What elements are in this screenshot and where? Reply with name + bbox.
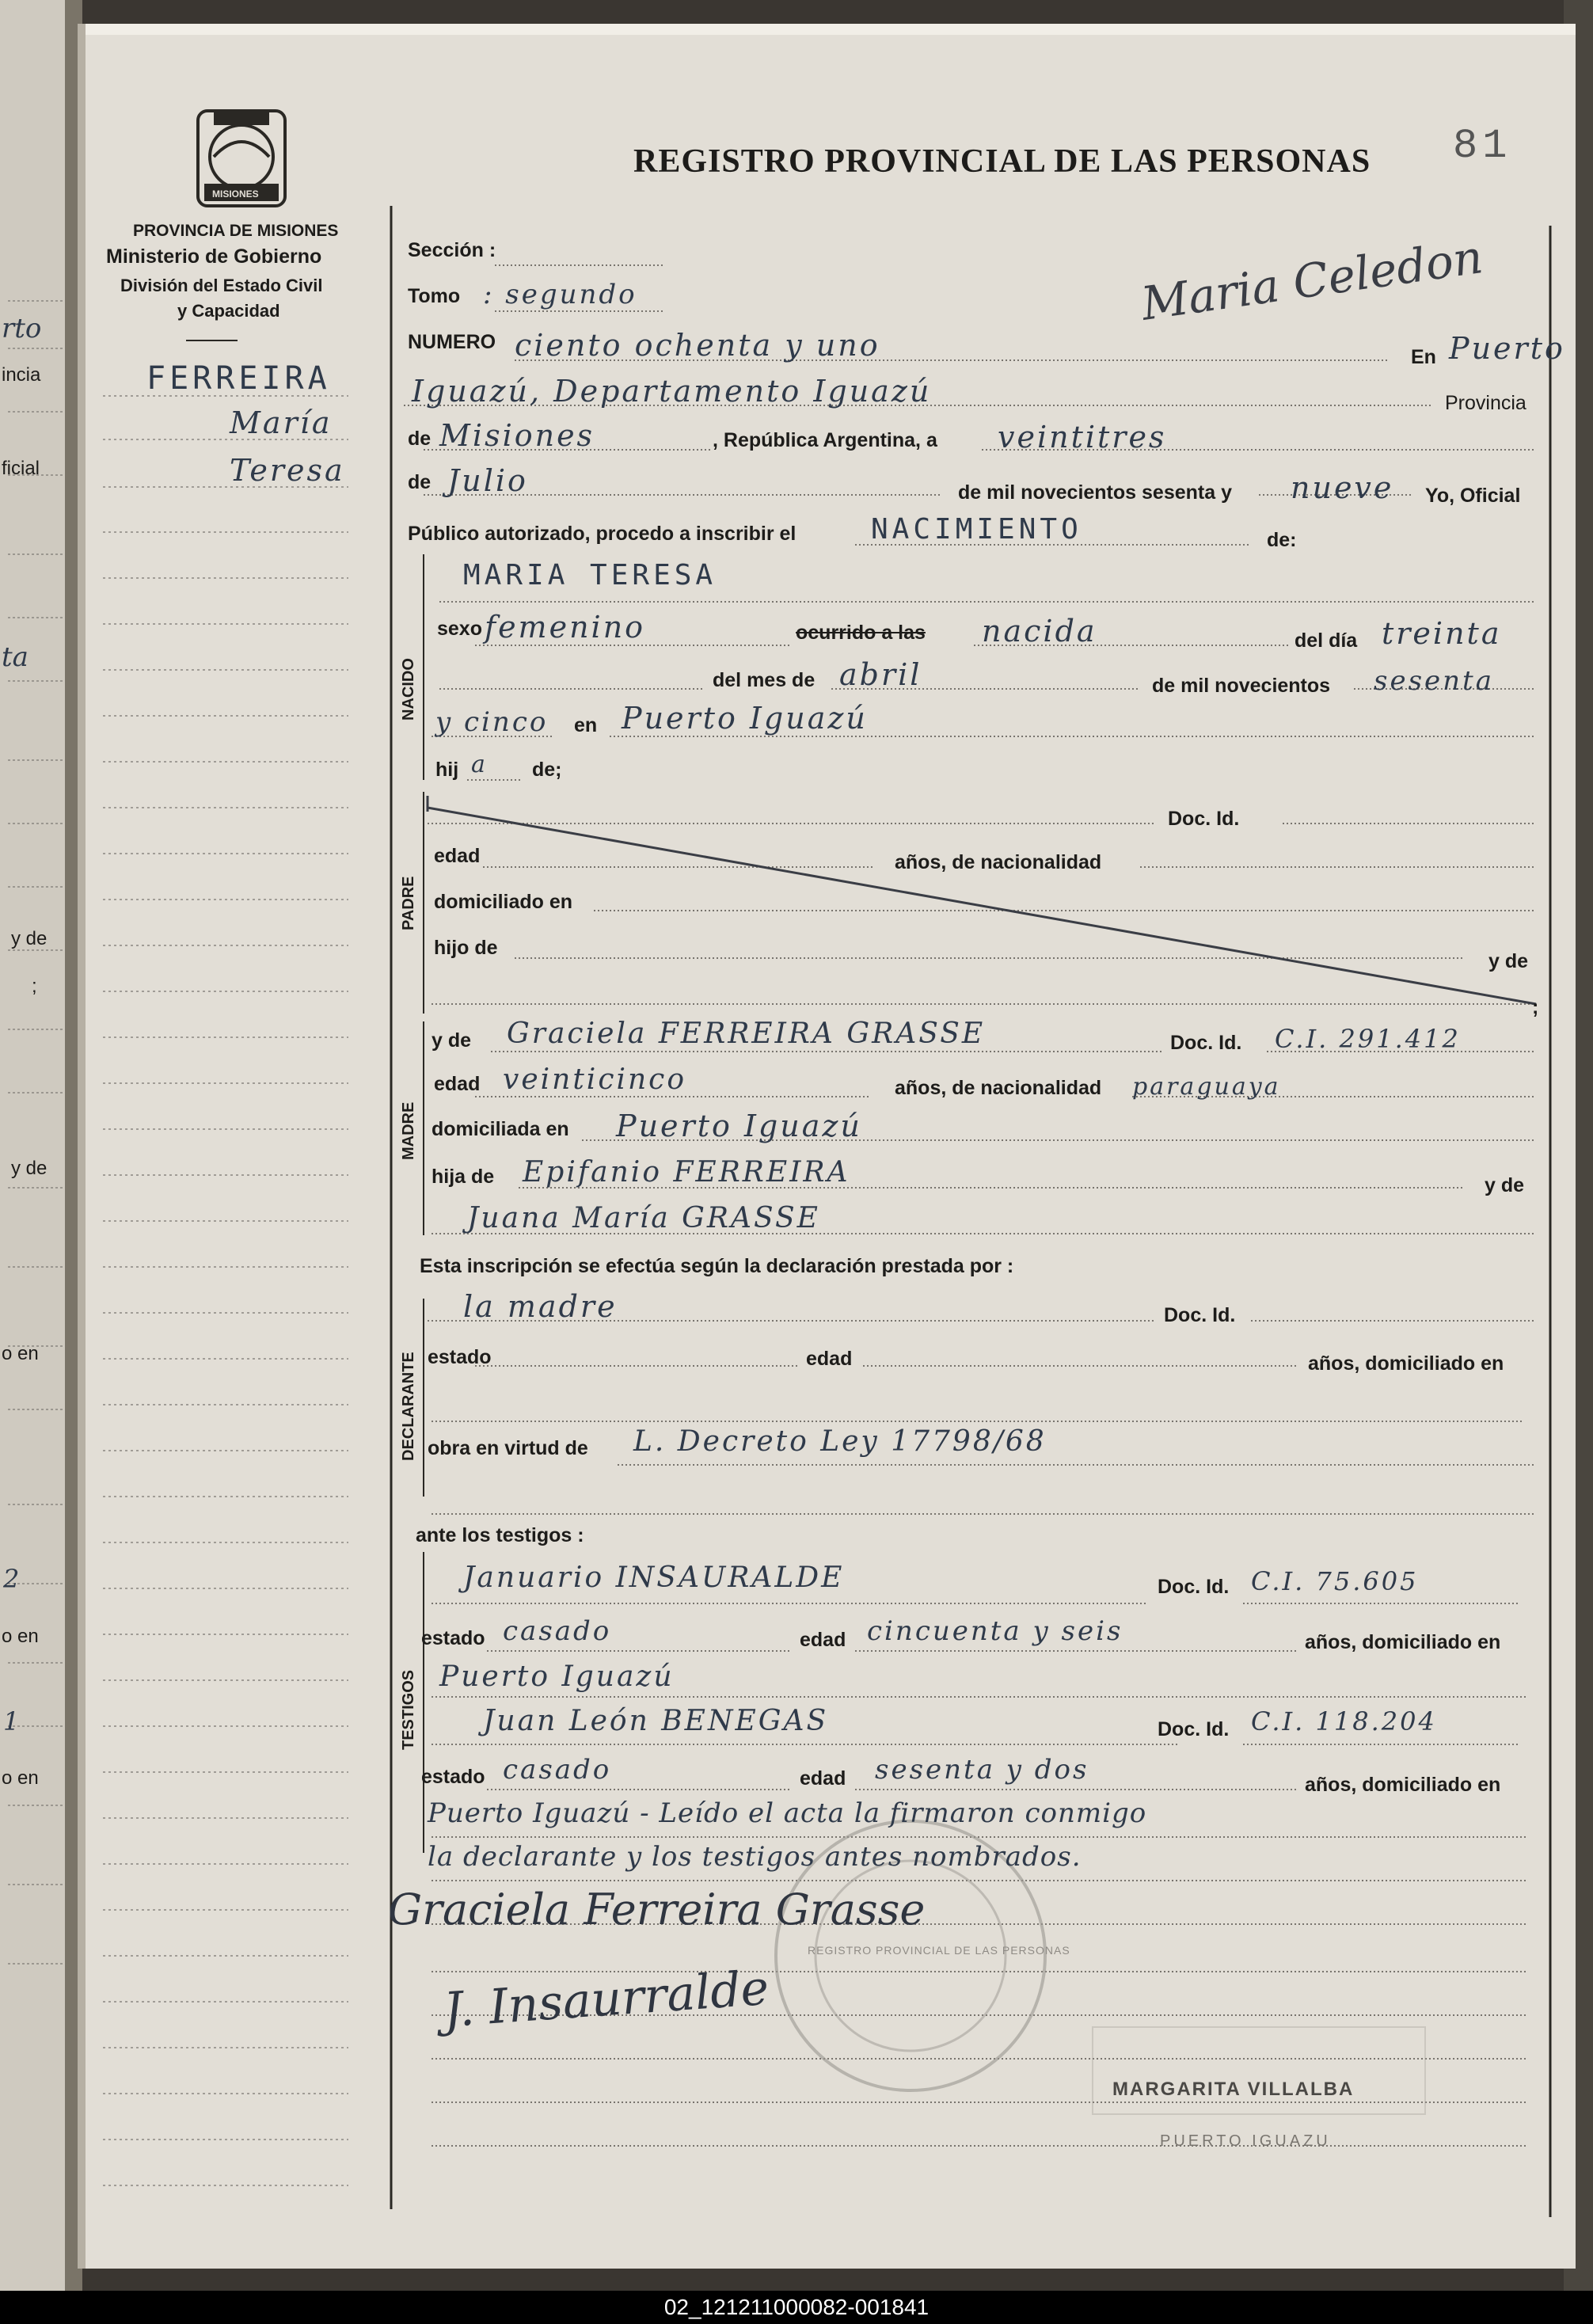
testigo-2-doc-value: C.I. 118.204 [1251, 1706, 1437, 1736]
lugar-value: Puerto Iguazú [622, 701, 868, 736]
testigo-1-edad-value: cincuenta y seis [867, 1615, 1123, 1647]
signature-insaurralde: J. Insaurralde [442, 1960, 771, 2039]
testigo-2-nombre: Juan León BENEGAS [483, 1705, 829, 1737]
declarante-section-label: DECLARANTE [400, 1352, 417, 1461]
signature-graciela: Graciela Ferreira Grasse [388, 1885, 926, 1934]
testigo-1-doc-label: Doc. Id. [1158, 1576, 1230, 1598]
seccion-label: Sección : [408, 239, 496, 261]
madre-edad-label: edad [434, 1073, 481, 1095]
madre-padre-value: Epifanio FERREIRA [523, 1156, 850, 1189]
numero-value: ciento ochenta y uno [515, 328, 880, 363]
prev-page-fragment: y de [11, 928, 48, 949]
nacida-value: nacida [982, 614, 1097, 649]
hij-label: hij [435, 759, 459, 781]
day-value: veintitres [998, 420, 1167, 455]
ocurrido-label: ocurrido a las [796, 622, 926, 644]
prev-page-fragment: o en [2, 1767, 39, 1789]
declarante-edad-label: edad [806, 1348, 853, 1370]
division-label: División del Estado Civil [120, 276, 323, 295]
obra-value: L. Decreto Ley 17798/68 [633, 1425, 1047, 1458]
padre-semicolon: ; [1532, 996, 1539, 1018]
tomo-value: : segundo [483, 279, 637, 310]
locality-value: Iguazú, Departamento Iguazú [412, 374, 932, 409]
margin-surname: FERREIRA [146, 360, 331, 397]
y-cinco-value: y cinco [435, 706, 549, 738]
year-value: nueve [1291, 470, 1394, 505]
padre-hijo-label: hijo de [434, 937, 498, 959]
madre-section-label: MADRE [400, 1101, 417, 1160]
prev-page-fragment: y de [11, 1158, 48, 1179]
hij-value: a [471, 751, 488, 778]
provincia-label: Provincia [1445, 392, 1526, 414]
stamp-text: REGISTRO PROVINCIAL DE LAS PERSONAS [808, 1944, 1070, 1957]
numero-label: NUMERO [408, 331, 496, 353]
de-label-2: de [408, 471, 432, 493]
testigo-2-edad-value: sesenta y dos [875, 1754, 1089, 1786]
madre-doc-value: C.I. 291.412 [1275, 1024, 1461, 1054]
tomo-label: Tomo [408, 285, 461, 307]
anio-value: sesenta [1374, 665, 1494, 697]
declarante-nombre-value: la madre [463, 1289, 618, 1324]
madre-hija-label: hija de [432, 1166, 495, 1188]
officer-place: PUERTO IGUAZU [1160, 2132, 1331, 2150]
sexo-value: femenino [485, 610, 646, 645]
officer-initials-signature: Maria Celedon [1138, 230, 1486, 331]
testigo-1-nombre: Januario INSAURALDE [463, 1561, 845, 1594]
declarante-domicilio-label: años, domiciliado en [1308, 1352, 1504, 1375]
province-label: PROVINCIA DE MISIONES [133, 222, 339, 240]
mes-value: abril [839, 657, 922, 692]
hij-de-label: de; [532, 759, 562, 781]
madre-nombre-value: Graciela FERREIRA GRASSE [507, 1017, 986, 1050]
closing-line-2: la declarante y los testigos antes nombrados. [428, 1841, 1082, 1873]
madre-y-de-label-2: y de [1485, 1174, 1525, 1196]
del-dia-value: treinta [1382, 616, 1502, 651]
prev-page-fragment: 1 [3, 1706, 20, 1736]
madre-nacionalidad-label: años, de nacionalidad [895, 1077, 1102, 1099]
testigo-2-edad-label: edad [800, 1767, 846, 1790]
de-colon-label: de: [1267, 529, 1297, 551]
del-dia-label: del día [1295, 629, 1358, 652]
testigo-2-doc-label: Doc. Id. [1158, 1718, 1230, 1740]
en-label: En [1411, 346, 1436, 368]
en-label: en [574, 714, 598, 736]
publico-label: Público autorizado, procedo a inscribir el [408, 523, 796, 545]
testigo-2-domicilio-label: años, domiciliado en [1305, 1774, 1501, 1796]
del-mes-label: del mes de [713, 669, 816, 691]
page-number: 81 [1453, 123, 1512, 169]
republica-label: , República Argentina, a [713, 429, 937, 451]
padre-doc-label: Doc. Id. [1168, 808, 1240, 830]
province-value: Misiones [439, 418, 595, 453]
padre-domicilio-label: domiciliado en [434, 891, 573, 913]
closing-line-1: Puerto Iguazú - Leído el acta la firmaron conmigo [428, 1797, 1147, 1829]
declarante-doc-label: Doc. Id. [1164, 1304, 1236, 1326]
seal-label: MISIONES [212, 188, 259, 200]
act-value: NACIMIENTO [871, 513, 1082, 546]
mil-label: de mil novecientos [1152, 675, 1331, 697]
madre-doc-label: Doc. Id. [1170, 1032, 1242, 1054]
prev-page-fragment: incia [2, 364, 41, 386]
declarante-estado-label: estado [428, 1346, 492, 1368]
testigo-1-estado-label: estado [421, 1627, 485, 1649]
child-name-value: MARIA TERESA [463, 559, 717, 591]
padre-nacionalidad-label: años, de nacionalidad [895, 851, 1102, 873]
prev-page-fragment: rto [2, 313, 42, 344]
ministry-label: Ministerio de Gobierno [106, 245, 322, 268]
image-caption: 02_121211000082-001841 [0, 2291, 1593, 2324]
document-title: REGISTRO PROVINCIAL DE LAS PERSONAS [633, 143, 1371, 180]
padre-y-de-label: y de [1488, 950, 1529, 972]
madre-madre-value: Juana María GRASSE [467, 1202, 820, 1234]
padre-section-label: PADRE [400, 876, 417, 930]
madre-nacionalidad-value: paraguaya [1132, 1073, 1281, 1101]
testigo-1-estado-value: casado [503, 1615, 612, 1647]
testigos-intro: ante los testigos : [416, 1524, 584, 1546]
officer-name: MARGARITA VILLALBA [1112, 2079, 1355, 2100]
prev-page-fragment: 2 [3, 1564, 20, 1594]
madre-domicilio-value: Puerto Iguazú [616, 1109, 862, 1143]
testigo-1-domicilio-value: Puerto Iguazú [439, 1660, 675, 1693]
prev-page-fragment: o en [2, 1343, 39, 1364]
margin-name-2: Teresa [230, 453, 345, 488]
obra-label: obra en virtud de [428, 1437, 588, 1459]
testigos-section-label: TESTIGOS [400, 1669, 417, 1750]
de-label: de [408, 428, 432, 450]
prev-page-fragment: ficial [2, 458, 40, 479]
testigo-1-edad-label: edad [800, 1629, 846, 1651]
en-value: Puerto [1449, 331, 1565, 366]
prev-page-fragment: o en [2, 1626, 39, 1647]
prev-page-fragment: ta [2, 641, 29, 673]
margin-name-1: María [230, 405, 333, 440]
testigo-1-doc-value: C.I. 75.605 [1251, 1566, 1419, 1596]
padre-edad-label: edad [434, 845, 481, 867]
capacity-label: y Capacidad [177, 301, 280, 321]
testigo-2-estado-label: estado [421, 1766, 485, 1788]
oficial-label: Yo, Oficial [1425, 485, 1521, 507]
month-value: Julio [447, 463, 528, 498]
madre-domicilio-label: domiciliada en [432, 1118, 569, 1140]
prev-page-fragment: ; [32, 976, 37, 997]
madre-y-de-label: y de [432, 1029, 472, 1052]
year-label: de mil novecientos sesenta y [958, 481, 1232, 504]
nacido-section-label: NACIDO [400, 658, 417, 721]
testigo-1-domicilio-label: años, domiciliado en [1305, 1631, 1501, 1653]
sexo-label: sexo [437, 618, 482, 640]
testigo-2-estado-value: casado [503, 1754, 612, 1786]
declarante-intro: Esta inscripción se efectúa según la declaración prestada por : [420, 1255, 1014, 1277]
madre-edad-value: veinticinco [503, 1063, 687, 1096]
